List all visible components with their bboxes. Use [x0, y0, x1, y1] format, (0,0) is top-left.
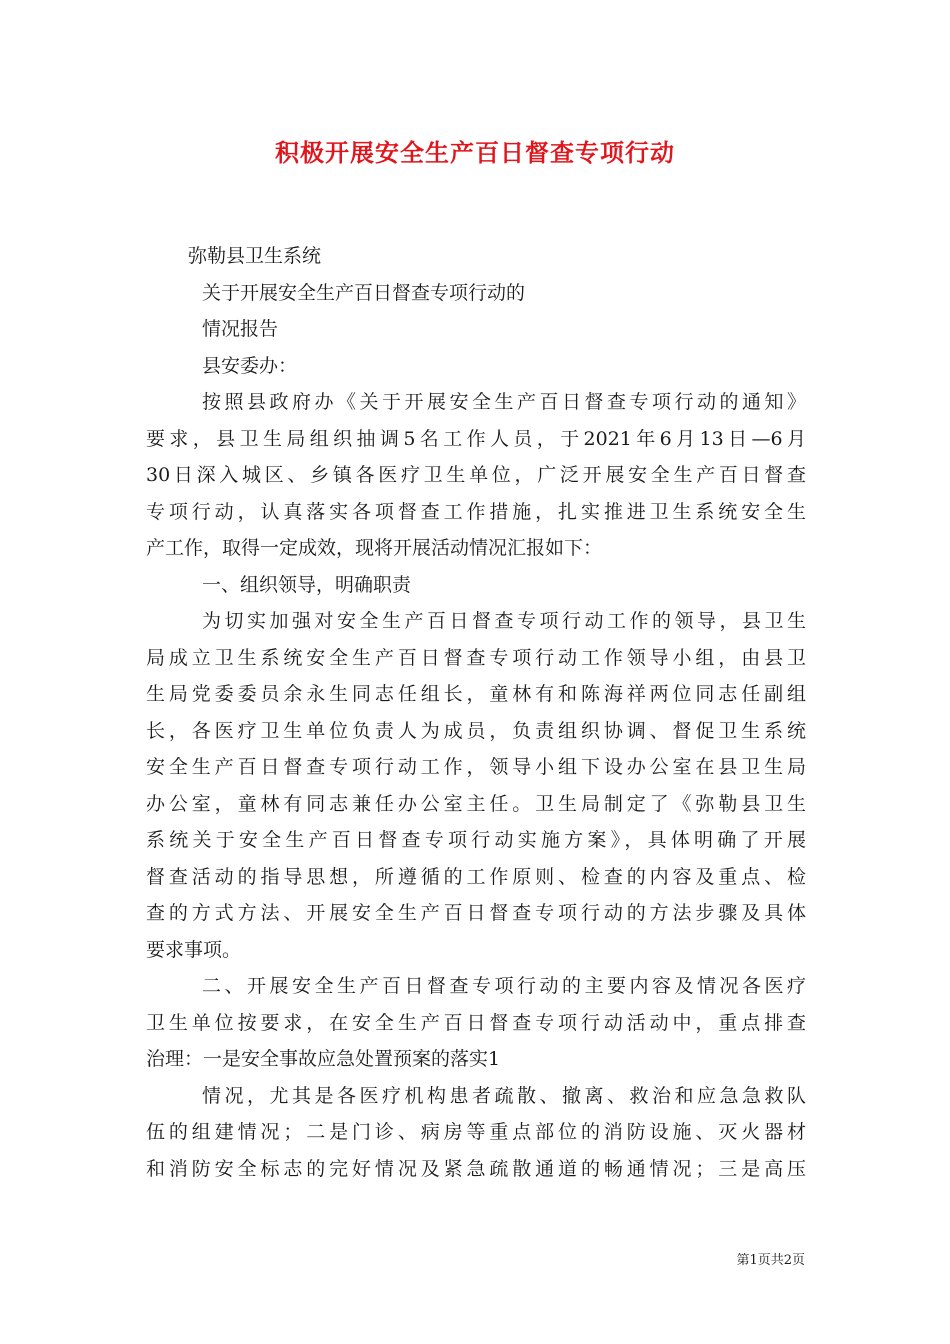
- paragraph-line: 专项行动，认真落实各项督查工作措施，扎实推进卫生系统安全生: [146, 500, 806, 523]
- paragraph-line: 督查活动的指导思想，所遵循的工作原则、检查的内容及重点、检: [146, 865, 806, 888]
- paragraph-line: 情况报告: [202, 318, 279, 340]
- document-title: 积极开展安全生产百日督查专项行动: [275, 138, 675, 167]
- document-body: [146, 238, 806, 1187]
- paragraph-line: 二、开展安全生产百日督查专项行动的主要内容及情况各医疗: [202, 975, 806, 997]
- paragraph-line: 查的方式方法、开展安全生产百日督查专项行动的方法步骤及具体: [146, 902, 806, 924]
- paragraph-line: 局成立卫生系统安全生产百日督查专项行动工作领导小组，由县卫: [146, 646, 806, 669]
- paragraph-line: 卫生单位按要求，在安全生产百日督查专项行动活动中，重点排查: [146, 1011, 806, 1034]
- paragraph-line: 30日深入城区、乡镇各医疗卫生单位，广泛开展安全生产百日督查: [146, 464, 806, 486]
- paragraph-line: 一、组织领导，明确职责: [202, 573, 412, 596]
- paragraph-line: 弥勒县卫生系统: [188, 245, 322, 267]
- paragraph-line: 和消防安全标志的完好情况及紧急疏散通道的畅通情况；三是高压: [146, 1157, 806, 1180]
- paragraph-line: 治理：一是安全事故应急处置预案的落实1: [146, 1048, 501, 1070]
- paragraph-line: 伍的组建情况；二是门诊、病房等重点部位的消防设施、灭火器材: [146, 1121, 806, 1143]
- paragraph-line: 县安委办：: [202, 354, 298, 377]
- paragraph-line: 产工作，取得一定成效，现将开展活动情况汇报如下：: [146, 537, 603, 559]
- paragraph-line: 安全生产百日督查专项行动工作，领导小组下设办公室在县卫生局: [146, 756, 806, 778]
- paragraph-line: 生局党委委员余永生同志任组长，童林有和陈海祥两位同志任副组: [146, 683, 806, 705]
- paragraph-line: 关于开展安全生产百日督查专项行动的: [202, 281, 526, 304]
- paragraph-line: 长，各医疗卫生单位负责人为成员，负责组织协调、督促卫生系统: [146, 719, 806, 742]
- paragraph-line: 办公室，童林有同志兼任办公室主任。卫生局制定了《弥勒县卫生: [146, 792, 806, 815]
- paragraph-line: 要求，县卫生局组织抽调5名工作人员，于2021年6月13日—6月: [146, 427, 806, 450]
- paragraph-line: 按照县政府办《关于开展安全生产百日督查专项行动的通知》: [202, 391, 806, 413]
- paragraph-line: 系统关于安全生产百日督查专项行动实施方案》，具体明确了开展: [146, 829, 806, 851]
- page-number-footer: 第1页共2页: [736, 1253, 805, 1268]
- paragraph-line: 要求事项。: [146, 938, 242, 961]
- paragraph-line: 情况，尤其是各医疗机构患者疏散、撤离、救治和应急急救队: [202, 1084, 806, 1107]
- paragraph-line: 为切实加强对安全生产百日督查专项行动工作的领导，县卫生: [202, 610, 806, 632]
